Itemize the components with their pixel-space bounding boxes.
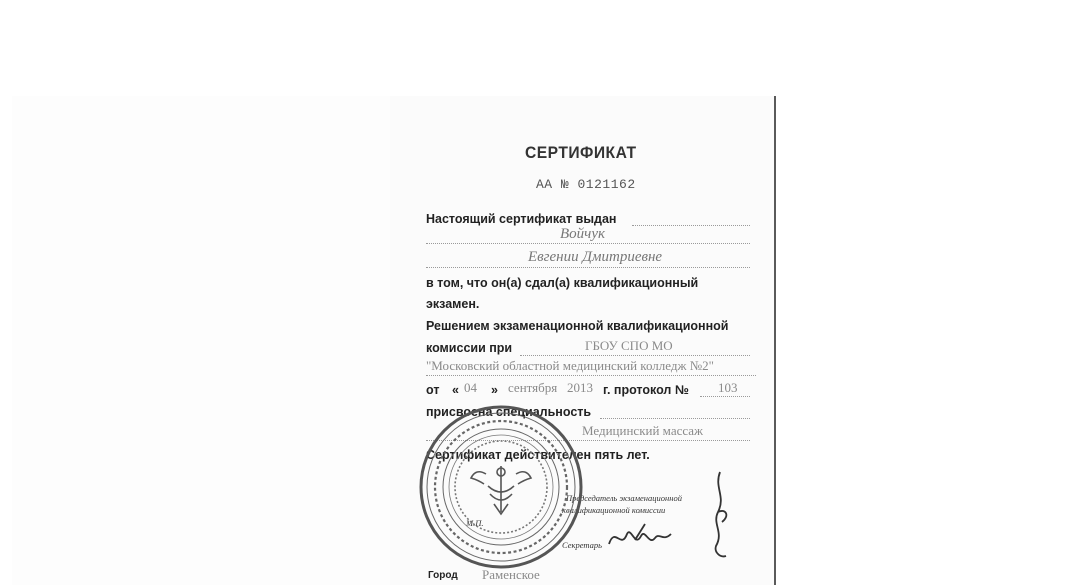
commission-label: комиссии при [426,341,513,355]
secretary-signature [605,520,675,556]
city-value: Раменское [482,567,540,582]
institution-short-name: ГБОУ СПО МО [585,338,673,353]
city-label: Город [428,570,458,581]
specialty-label: присвоена специальность [426,405,592,419]
protocol-label: г. протокол № [603,383,689,397]
official-round-stamp [416,402,586,572]
mp-label: М.П. [466,518,484,528]
date-year: 2013 [567,380,593,395]
date-month: сентября [508,380,558,395]
date-quote-close: » [491,383,498,397]
recipient-surname: Войчук [560,226,605,242]
institution-line [426,375,756,376]
issued-to-line [632,225,750,226]
statement-line-2: экзамен. [426,297,480,311]
decision-line-1: Решением экзаменационной квалификационной [426,319,729,333]
date-from-label: от [426,383,440,397]
date-quote-open: « [452,383,459,397]
specialty-value: Медицинский массаж [582,423,704,438]
protocol-line [700,396,750,397]
given-names-line [426,267,750,268]
specialty-label-line [600,418,750,419]
certificate-title: СЕРТИФИКАТ [525,143,637,162]
recipient-given-names: Евгении Дмитриевне [528,249,663,265]
protocol-number: 103 [718,380,738,395]
secretary-label: Секретарь [562,540,602,550]
statement-line-1: в том, что он(а) сдал(а) квалификационный [426,276,699,290]
issued-to-label: Настоящий сертификат выдан [426,212,617,226]
chairman-label-line-2: квалификационной комиссии [562,505,666,515]
date-day: 04 [464,380,477,395]
certificate-serial-number: АА № 0121162 [536,177,636,192]
surname-line [426,243,750,244]
institution-full-name: "Московский областной медицинский колледж №2" [426,358,714,373]
chairman-label-line-1: Председатель экзаменационной [566,493,682,503]
chairman-signature [700,468,740,563]
validity-statement: Сертификат действителен пять лет. [426,448,650,462]
commission-line [520,355,750,356]
certificate-left-half [12,96,390,585]
